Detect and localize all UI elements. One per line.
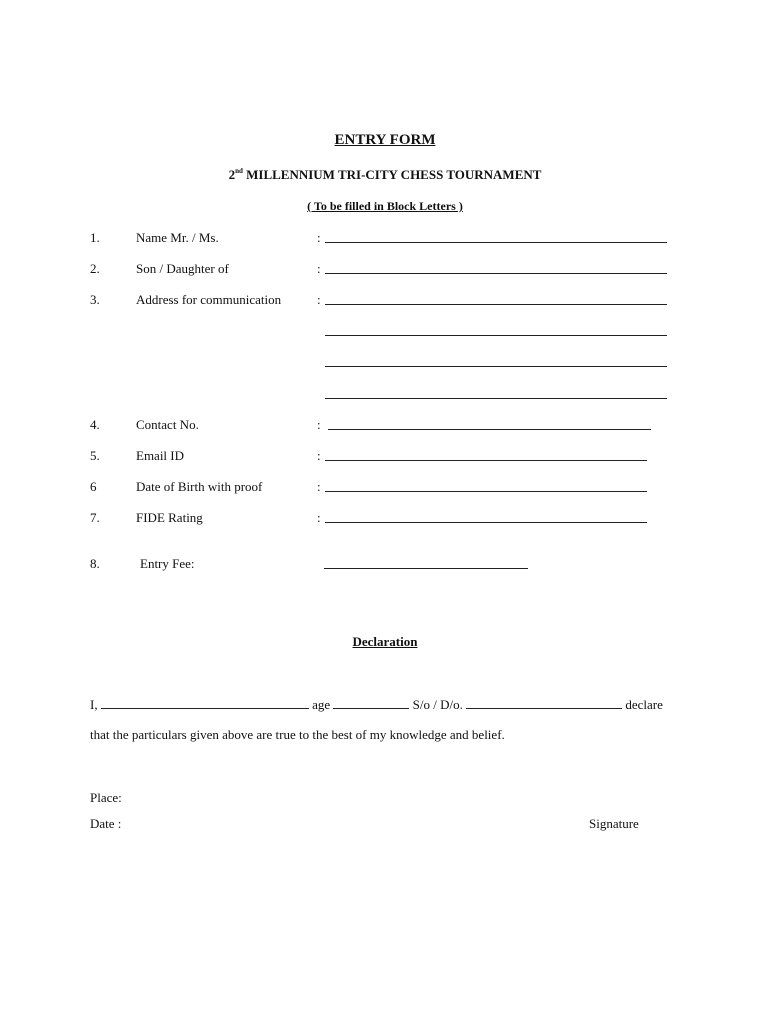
field-number: 5. [90,448,100,463]
fide-input-line[interactable] [325,522,647,523]
field-colon: : [317,417,321,432]
signature-label: Signature [589,816,639,831]
declaration-declare-word: declare [625,697,663,712]
address-input-line-1[interactable] [325,304,667,305]
field-number: 3. [90,292,100,307]
date-label: Date : [90,816,122,831]
field-colon: : [317,292,321,307]
field-number: 7. [90,510,100,525]
address-input-line-3[interactable] [325,366,667,367]
field-number: 1. [90,230,100,245]
declarant-name-blank[interactable] [101,696,309,709]
dob-input-line[interactable] [325,491,647,492]
field-colon: : [317,479,321,494]
entry-fee-input-line[interactable] [324,568,528,569]
parent-input-line[interactable] [325,273,667,274]
field-label-name: Name Mr. / Ms. [136,230,219,245]
field-number: 2. [90,261,100,276]
field-colon: : [317,230,321,245]
contact-input-line[interactable] [328,429,651,430]
email-input-line[interactable] [325,460,647,461]
declaration-sentence: that the particulars given above are true to the best of my knowledge and belief. [90,727,505,742]
tournament-ordinal-suffix: nd [235,167,243,175]
field-number: 4. [90,417,100,432]
field-label-contact: Contact No. [136,417,199,432]
field-label-dob: Date of Birth with proof [136,479,263,494]
declaration-line [90,696,663,713]
block-letters-note: ( To be filled in Block Letters ) [307,199,463,213]
field-colon: : [317,261,321,276]
place-label: Place: [90,790,122,805]
field-number: 8. [90,556,100,571]
address-input-line-4[interactable] [325,398,667,399]
field-label-address: Address for communication [136,292,282,307]
field-label-entry-fee: Entry Fee: [140,556,195,571]
field-colon: : [317,448,321,463]
field-label-parent: Son / Daughter of [136,261,229,276]
declaration-parent-label: S/o / D/o. [412,697,463,712]
tournament-ordinal: 2 [228,167,236,182]
field-colon: : [317,510,321,525]
declaration-age-label: age [312,697,331,712]
field-number: 6 [90,479,97,494]
tournament-title [0,167,770,183]
age-blank[interactable] [333,696,409,709]
tournament-name: MILLENNIUM TRI-CITY CHESS TOURNAMENT [242,167,542,182]
address-input-line-2[interactable] [325,335,667,336]
form-title: ENTRY FORM [334,132,436,148]
field-label-email: Email ID [136,448,185,463]
field-label-fide: FIDE Rating [136,510,203,525]
parent-blank[interactable] [466,696,622,709]
name-input-line[interactable] [325,242,667,243]
declaration-prefix: I, [90,697,98,712]
declaration-title: Declaration [352,634,418,649]
